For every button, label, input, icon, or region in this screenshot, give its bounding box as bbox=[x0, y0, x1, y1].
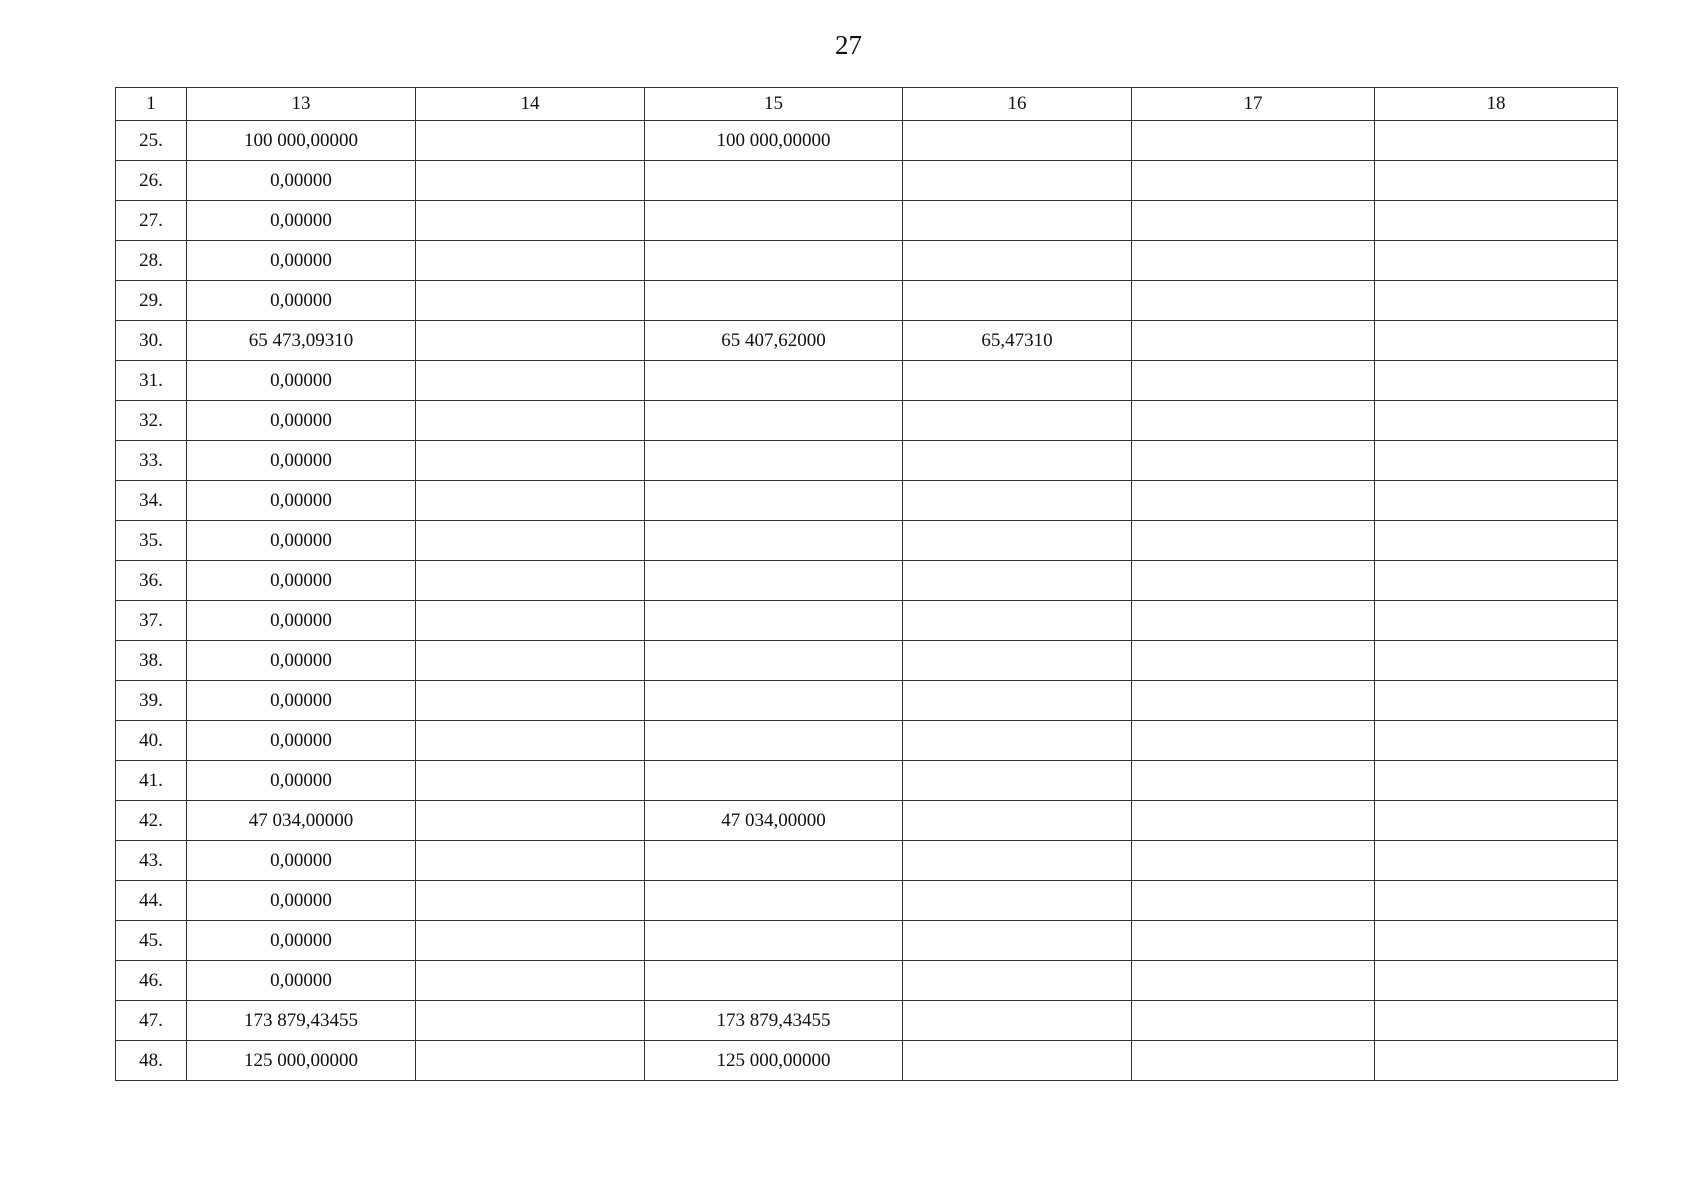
table-cell-col-14 bbox=[416, 641, 645, 681]
column-header-18: 18 bbox=[1375, 88, 1618, 121]
table-cell-col-16 bbox=[903, 241, 1132, 281]
table-row bbox=[116, 881, 1618, 921]
table-cell-col-15: 125 000,00000 bbox=[645, 1041, 903, 1081]
row-number-cell: 47. bbox=[116, 1001, 187, 1041]
table-cell-col-16 bbox=[903, 441, 1132, 481]
table-cell-col-15 bbox=[645, 841, 903, 881]
table-cell-col-16 bbox=[903, 121, 1132, 161]
table-cell-col-17 bbox=[1132, 641, 1375, 681]
table-cell-col-16 bbox=[903, 281, 1132, 321]
table-cell-col-15 bbox=[645, 761, 903, 801]
table-cell-col-15: 47 034,00000 bbox=[645, 801, 903, 841]
row-number-cell: 30. bbox=[116, 321, 187, 361]
table-cell-col-17 bbox=[1132, 961, 1375, 1001]
table-cell-col-14 bbox=[416, 241, 645, 281]
table-cell-col-16: 65,47310 bbox=[903, 321, 1132, 361]
table-cell-col-18 bbox=[1375, 801, 1618, 841]
column-header-13: 13 bbox=[187, 88, 416, 121]
table-cell-col-14 bbox=[416, 521, 645, 561]
table-cell-col-14 bbox=[416, 321, 645, 361]
table-cell-col-16 bbox=[903, 161, 1132, 201]
table-row bbox=[116, 601, 1618, 641]
table-cell-col-17 bbox=[1132, 841, 1375, 881]
table-row bbox=[116, 481, 1618, 521]
table-cell-col-13: 47 034,00000 bbox=[187, 801, 416, 841]
table-cell-col-18 bbox=[1375, 121, 1618, 161]
table-cell-col-17 bbox=[1132, 441, 1375, 481]
table-cell-col-13: 0,00000 bbox=[187, 681, 416, 721]
table-cell-col-15 bbox=[645, 161, 903, 201]
table-cell-col-16 bbox=[903, 601, 1132, 641]
table-cell-col-14 bbox=[416, 201, 645, 241]
table-cell-col-13: 173 879,43455 bbox=[187, 1001, 416, 1041]
row-number-cell: 43. bbox=[116, 841, 187, 881]
table-header bbox=[116, 88, 1618, 121]
table-cell-col-14 bbox=[416, 761, 645, 801]
table-cell-col-14 bbox=[416, 881, 645, 921]
table-row bbox=[116, 921, 1618, 961]
table-cell-col-16 bbox=[903, 361, 1132, 401]
row-number-cell: 33. bbox=[116, 441, 187, 481]
table-cell-col-18 bbox=[1375, 441, 1618, 481]
table-cell-col-14 bbox=[416, 681, 645, 721]
table-cell-col-13: 0,00000 bbox=[187, 601, 416, 641]
row-number-cell: 38. bbox=[116, 641, 187, 681]
table-cell-col-15 bbox=[645, 441, 903, 481]
table-cell-col-15 bbox=[645, 921, 903, 961]
row-number-cell: 36. bbox=[116, 561, 187, 601]
table-cell-col-17 bbox=[1132, 561, 1375, 601]
table-cell-col-15 bbox=[645, 521, 903, 561]
table-cell-col-15 bbox=[645, 561, 903, 601]
table-cell-col-18 bbox=[1375, 721, 1618, 761]
table-cell-col-18 bbox=[1375, 841, 1618, 881]
table-cell-col-15: 100 000,00000 bbox=[645, 121, 903, 161]
table-cell-col-15 bbox=[645, 281, 903, 321]
row-number-cell: 25. bbox=[116, 121, 187, 161]
table-cell-col-16 bbox=[903, 681, 1132, 721]
table-cell-col-13: 0,00000 bbox=[187, 201, 416, 241]
table-cell-col-15 bbox=[645, 681, 903, 721]
table-cell-col-15 bbox=[645, 721, 903, 761]
table-cell-col-13: 0,00000 bbox=[187, 281, 416, 321]
table-cell-col-14 bbox=[416, 441, 645, 481]
table-cell-col-13: 0,00000 bbox=[187, 881, 416, 921]
table-cell-col-15 bbox=[645, 201, 903, 241]
table-cell-col-13: 0,00000 bbox=[187, 561, 416, 601]
table-cell-col-13: 0,00000 bbox=[187, 641, 416, 681]
table-cell-col-17 bbox=[1132, 321, 1375, 361]
table-cell-col-17 bbox=[1132, 361, 1375, 401]
table-row bbox=[116, 441, 1618, 481]
table-cell-col-18 bbox=[1375, 241, 1618, 281]
table-cell-col-18 bbox=[1375, 881, 1618, 921]
table-body bbox=[116, 121, 1618, 1081]
page-number: 27 bbox=[835, 30, 862, 60]
table-cell-col-16 bbox=[903, 921, 1132, 961]
table-cell-col-16 bbox=[903, 801, 1132, 841]
table-cell-col-15 bbox=[645, 361, 903, 401]
header-row bbox=[116, 88, 1618, 121]
table-cell-col-17 bbox=[1132, 681, 1375, 721]
row-number-cell: 37. bbox=[116, 601, 187, 641]
table-cell-col-14 bbox=[416, 281, 645, 321]
table-cell-col-16 bbox=[903, 1001, 1132, 1041]
table-cell-col-17 bbox=[1132, 161, 1375, 201]
table-cell-col-18 bbox=[1375, 521, 1618, 561]
row-number-cell: 35. bbox=[116, 521, 187, 561]
row-number-cell: 48. bbox=[116, 1041, 187, 1081]
table-cell-col-18 bbox=[1375, 641, 1618, 681]
table-cell-col-14 bbox=[416, 161, 645, 201]
table-cell-col-16 bbox=[903, 721, 1132, 761]
table-cell-col-16 bbox=[903, 201, 1132, 241]
table-cell-col-13: 0,00000 bbox=[187, 721, 416, 761]
table-row bbox=[116, 121, 1618, 161]
table-cell-col-15 bbox=[645, 481, 903, 521]
table-row bbox=[116, 561, 1618, 601]
table-cell-col-13: 0,00000 bbox=[187, 161, 416, 201]
table-cell-col-15 bbox=[645, 881, 903, 921]
table-row bbox=[116, 281, 1618, 321]
table-cell-col-18 bbox=[1375, 361, 1618, 401]
row-number-cell: 42. bbox=[116, 801, 187, 841]
table-cell-col-16 bbox=[903, 481, 1132, 521]
table-cell-col-13: 0,00000 bbox=[187, 441, 416, 481]
table-row bbox=[116, 1041, 1618, 1081]
row-number-cell: 26. bbox=[116, 161, 187, 201]
table-cell-col-13: 100 000,00000 bbox=[187, 121, 416, 161]
table-cell-col-16 bbox=[903, 841, 1132, 881]
table-row bbox=[116, 241, 1618, 281]
table-row bbox=[116, 801, 1618, 841]
table-cell-col-18 bbox=[1375, 921, 1618, 961]
row-number-cell: 34. bbox=[116, 481, 187, 521]
row-number-cell: 27. bbox=[116, 201, 187, 241]
row-number-cell: 44. bbox=[116, 881, 187, 921]
table-cell-col-17 bbox=[1132, 801, 1375, 841]
table-row bbox=[116, 521, 1618, 561]
table-row bbox=[116, 681, 1618, 721]
table-cell-col-18 bbox=[1375, 321, 1618, 361]
table-cell-col-16 bbox=[903, 761, 1132, 801]
table-cell-col-17 bbox=[1132, 521, 1375, 561]
table-cell-col-16 bbox=[903, 561, 1132, 601]
table-row bbox=[116, 841, 1618, 881]
table-row bbox=[116, 321, 1618, 361]
table-cell-col-16 bbox=[903, 521, 1132, 561]
table-cell-col-15 bbox=[645, 961, 903, 1001]
table-cell-col-17 bbox=[1132, 881, 1375, 921]
table-cell-col-14 bbox=[416, 401, 645, 441]
table-row bbox=[116, 1001, 1618, 1041]
table-cell-col-13: 0,00000 bbox=[187, 521, 416, 561]
table-cell-col-18 bbox=[1375, 161, 1618, 201]
table-cell-col-17 bbox=[1132, 921, 1375, 961]
table-cell-col-18 bbox=[1375, 1001, 1618, 1041]
table-cell-col-17 bbox=[1132, 121, 1375, 161]
row-number-cell: 39. bbox=[116, 681, 187, 721]
table-cell-col-13: 0,00000 bbox=[187, 241, 416, 281]
table-cell-col-18 bbox=[1375, 401, 1618, 441]
table-row bbox=[116, 961, 1618, 1001]
column-header-1: 1 bbox=[116, 88, 187, 121]
table-row bbox=[116, 401, 1618, 441]
table-cell-col-14 bbox=[416, 1041, 645, 1081]
row-number-cell: 29. bbox=[116, 281, 187, 321]
row-number-cell: 45. bbox=[116, 921, 187, 961]
table-cell-col-17 bbox=[1132, 601, 1375, 641]
table-cell-col-17 bbox=[1132, 761, 1375, 801]
row-number-cell: 40. bbox=[116, 721, 187, 761]
table-cell-col-15 bbox=[645, 601, 903, 641]
table-cell-col-14 bbox=[416, 721, 645, 761]
table-cell-col-17 bbox=[1132, 481, 1375, 521]
table-cell-col-13: 0,00000 bbox=[187, 841, 416, 881]
column-header-16: 16 bbox=[903, 88, 1132, 121]
table-cell-col-15: 173 879,43455 bbox=[645, 1001, 903, 1041]
table-cell-col-14 bbox=[416, 481, 645, 521]
table-cell-col-16 bbox=[903, 1041, 1132, 1081]
table-cell-col-17 bbox=[1132, 1001, 1375, 1041]
table-cell-col-18 bbox=[1375, 281, 1618, 321]
table-cell-col-18 bbox=[1375, 561, 1618, 601]
row-number-cell: 41. bbox=[116, 761, 187, 801]
table-cell-col-14 bbox=[416, 601, 645, 641]
table-cell-col-15: 65 407,62000 bbox=[645, 321, 903, 361]
table-cell-col-14 bbox=[416, 921, 645, 961]
table-cell-col-18 bbox=[1375, 1041, 1618, 1081]
table-cell-col-13: 0,00000 bbox=[187, 921, 416, 961]
table-cell-col-15 bbox=[645, 401, 903, 441]
table-cell-col-16 bbox=[903, 881, 1132, 921]
table-cell-col-14 bbox=[416, 121, 645, 161]
table-cell-col-13: 0,00000 bbox=[187, 481, 416, 521]
table-cell-col-15 bbox=[645, 641, 903, 681]
table-row bbox=[116, 161, 1618, 201]
table-cell-col-17 bbox=[1132, 201, 1375, 241]
table-cell-col-16 bbox=[903, 961, 1132, 1001]
column-header-15: 15 bbox=[645, 88, 903, 121]
table-cell-col-14 bbox=[416, 361, 645, 401]
table-cell-col-18 bbox=[1375, 601, 1618, 641]
data-table bbox=[115, 87, 1618, 1081]
table-cell-col-16 bbox=[903, 641, 1132, 681]
column-header-17: 17 bbox=[1132, 88, 1375, 121]
table-cell-col-17 bbox=[1132, 401, 1375, 441]
table-cell-col-14 bbox=[416, 561, 645, 601]
table-cell-col-15 bbox=[645, 241, 903, 281]
row-number-cell: 28. bbox=[116, 241, 187, 281]
table-cell-col-17 bbox=[1132, 241, 1375, 281]
table-cell-col-17 bbox=[1132, 281, 1375, 321]
table-row bbox=[116, 641, 1618, 681]
table-cell-col-18 bbox=[1375, 681, 1618, 721]
table-cell-col-17 bbox=[1132, 721, 1375, 761]
table-cell-col-14 bbox=[416, 1001, 645, 1041]
table-cell-col-16 bbox=[903, 401, 1132, 441]
table-cell-col-13: 0,00000 bbox=[187, 761, 416, 801]
table-cell-col-14 bbox=[416, 841, 645, 881]
table-cell-col-17 bbox=[1132, 1041, 1375, 1081]
table-cell-col-18 bbox=[1375, 201, 1618, 241]
table-cell-col-18 bbox=[1375, 961, 1618, 1001]
table-cell-col-13: 0,00000 bbox=[187, 361, 416, 401]
table-row bbox=[116, 721, 1618, 761]
row-number-cell: 46. bbox=[116, 961, 187, 1001]
table-row bbox=[116, 361, 1618, 401]
table-cell-col-13: 125 000,00000 bbox=[187, 1041, 416, 1081]
table-cell-col-14 bbox=[416, 961, 645, 1001]
row-number-cell: 31. bbox=[116, 361, 187, 401]
table-cell-col-13: 0,00000 bbox=[187, 961, 416, 1001]
table-cell-col-18 bbox=[1375, 481, 1618, 521]
table-cell-col-13: 65 473,09310 bbox=[187, 321, 416, 361]
table-row bbox=[116, 201, 1618, 241]
table-cell-col-14 bbox=[416, 801, 645, 841]
column-header-14: 14 bbox=[416, 88, 645, 121]
table-cell-col-18 bbox=[1375, 761, 1618, 801]
table-row bbox=[116, 761, 1618, 801]
row-number-cell: 32. bbox=[116, 401, 187, 441]
table-cell-col-13: 0,00000 bbox=[187, 401, 416, 441]
